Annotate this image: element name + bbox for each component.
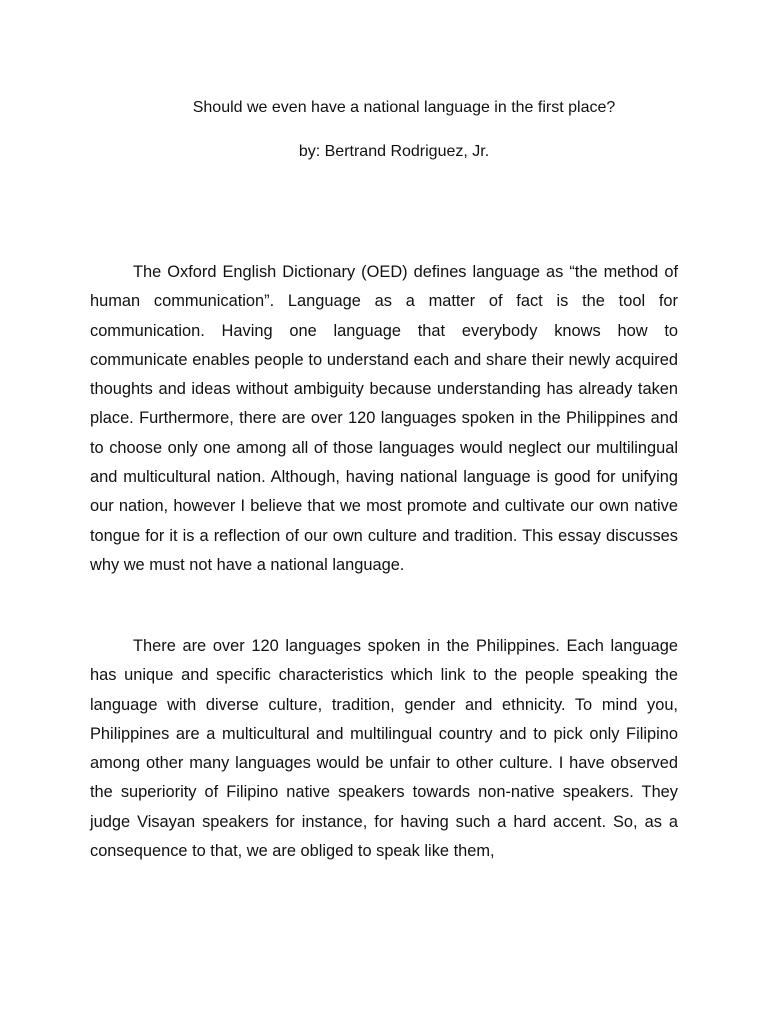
paragraph-1: The Oxford English Dictionary (OED) defines language as “the method of human communication”. Language as a matter of fact is the tool for communication. Having one language that everybody knows how to communicate enables people to understand each and share their newly acquired thoughts and ideas without ambiguity because understanding has already taken place. Furthermore, there are over 120 languages spoken in the Philippines and to choose only one among all of those languages would neglect our multilingual and multicultural nation. Although, having national language is good for unifying our nation, however I believe that we most promote and cultivate our own native tongue for it is a reflection of our own culture and tradition. This essay discusses why we must not have a national language. [90, 263, 678, 574]
paragraph-2: There are over 120 languages spoken in the Philippines. Each language has unique and specific characteristics which link to the people speaking the language with diverse culture, tradition, gender and ethnicity. To mind you, Philippines are a multicultural and multilingual country and to pick only Filipino among other many languages would be unfair to other culture. I have observed the superiority of Filipino native speakers towards non-native speakers. They judge Visayan speakers for instance, for having such a hard accent. So, as a consequence to that, we are obliged to speak like them, [90, 637, 678, 861]
essay-title: Should we even have a national language in the first place? [192, 99, 616, 116]
essay-author: by: Bertrand Rodriguez, Jr. [298, 143, 490, 160]
